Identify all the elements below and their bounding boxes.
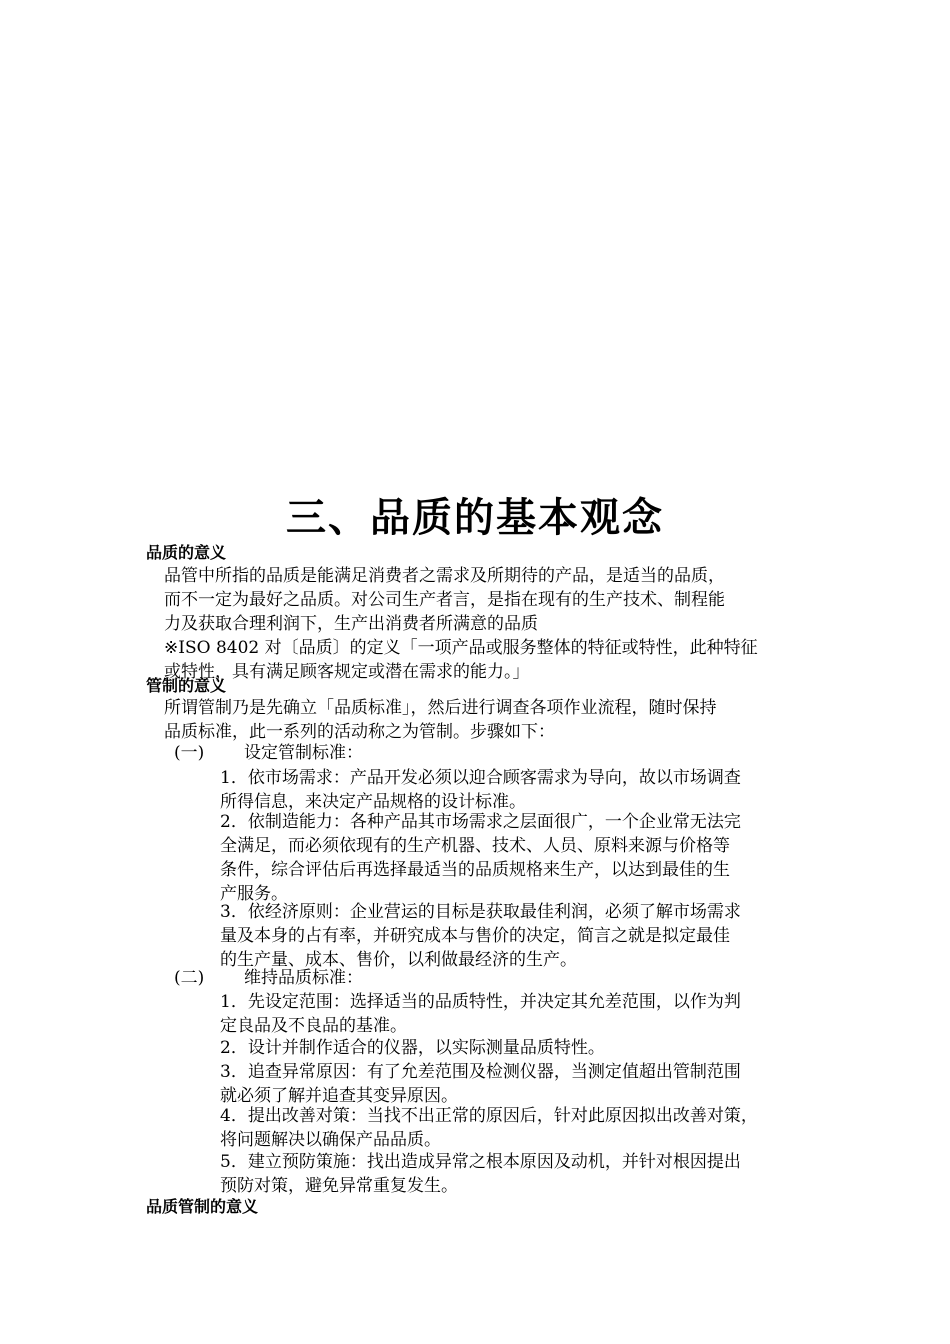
list-item xyxy=(220,1036,605,1060)
item-line: 5．建立预防策施：找出造成异常之根本原因及动机，并针对根因提出 xyxy=(220,1152,741,1172)
list-item xyxy=(220,1060,741,1108)
item-line: 2．设计并制作适合的仪器，以实际测量品质特性。 xyxy=(220,1038,605,1058)
item-line: 就必须了解并追查其变异原因。 xyxy=(220,1086,458,1106)
item-line: 2．依制造能力：各种产品其市场需求之层面很广，一个企业常无法完 xyxy=(220,812,741,832)
item-line: 定良品及不良品的基准。 xyxy=(220,1016,407,1036)
item-line: 所得信息，来决定产品规格的设计标准。 xyxy=(220,792,526,812)
item-line: 1．依市场需求：产品开发必须以迎合顾客需求为导向，故以市场调查 xyxy=(220,768,741,788)
section-heading-control-meaning: 管制的意义 xyxy=(146,676,227,695)
paragraph-line: 而不一定为最好之品质。对公司生产者言，是指在现有的生产技术、制程能 xyxy=(164,590,725,610)
item-line: 量及本身的占有率，并研究成本与售价的决定，简言之就是拟定最佳 xyxy=(220,926,730,946)
subsection-set-standard xyxy=(174,741,363,765)
item-line: 的生产量、成本、售价，以利做最经济的生产。 xyxy=(220,950,577,970)
paragraph-line: 所谓管制乃是先确立「品质标准」，然后进行调查各项作业流程，随时保持 xyxy=(164,698,717,718)
paragraph-line: 或特性，具有满足顾客规定或潜在需求的能力。」 xyxy=(164,662,530,682)
item-line: 将问题解决以确保产品品质。 xyxy=(220,1130,441,1150)
paragraph-line: 品质标准，此一系列的活动称之为管制。步骤如下： xyxy=(164,722,555,742)
control-meaning-paragraph xyxy=(164,696,814,744)
subsection-maintain-standard xyxy=(174,966,363,990)
item-line: 1．先设定范围：选择适当的品质特性，并决定其允差范围，以作为判 xyxy=(220,992,741,1012)
list-item xyxy=(220,1104,758,1152)
subsection-number: (二) xyxy=(174,968,205,988)
paragraph-line: 品管中所指的品质是能满足消费者之需求及所期待的产品，是适当的品质， xyxy=(164,566,725,586)
subsection-label: 维持品质标准： xyxy=(244,968,363,988)
item-line: 预防对策，避免异常重复发生。 xyxy=(220,1176,458,1196)
item-line: 4．提出改善对策：当找不出正常的原因后，针对此原因拟出改善对策， xyxy=(220,1106,758,1126)
paragraph-line: ※ISO 8402 对〔品质〕的定义「一项产品或服务整体的特征或特性，此种特征 xyxy=(164,638,758,658)
list-item xyxy=(220,810,741,906)
item-line: 条件，综合评估后再选择最适当的品质规格来生产，以达到最佳的生 xyxy=(220,860,730,880)
list-item xyxy=(220,1150,741,1198)
paragraph-line: 力及获取合理利润下，生产出消费者所满意的品质 xyxy=(164,614,538,634)
quality-meaning-paragraph xyxy=(164,564,814,684)
section-heading-quality-control-meaning: 品质管制的意义 xyxy=(146,1197,259,1216)
item-line: 产服务。 xyxy=(220,884,288,904)
subsection-number: (一) xyxy=(174,743,205,763)
item-line: 3．追查异常原因：有了允差范围及检测仪器，当测定值超出管制范围 xyxy=(220,1062,741,1082)
item-line: 3．依经济原则：企业营运的目标是获取最佳利润，必须了解市场需求 xyxy=(220,902,741,922)
page-title: 三、品质的基本观念 xyxy=(286,495,664,541)
list-item xyxy=(220,766,741,814)
subsection-label: 设定管制标准： xyxy=(244,743,363,763)
list-item xyxy=(220,990,741,1038)
section-heading-quality-meaning: 品质的意义 xyxy=(146,543,227,562)
item-line: 全满足，而必须依现有的生产机器、技术、人员、原料来源与价格等 xyxy=(220,836,730,856)
list-item xyxy=(220,900,741,972)
